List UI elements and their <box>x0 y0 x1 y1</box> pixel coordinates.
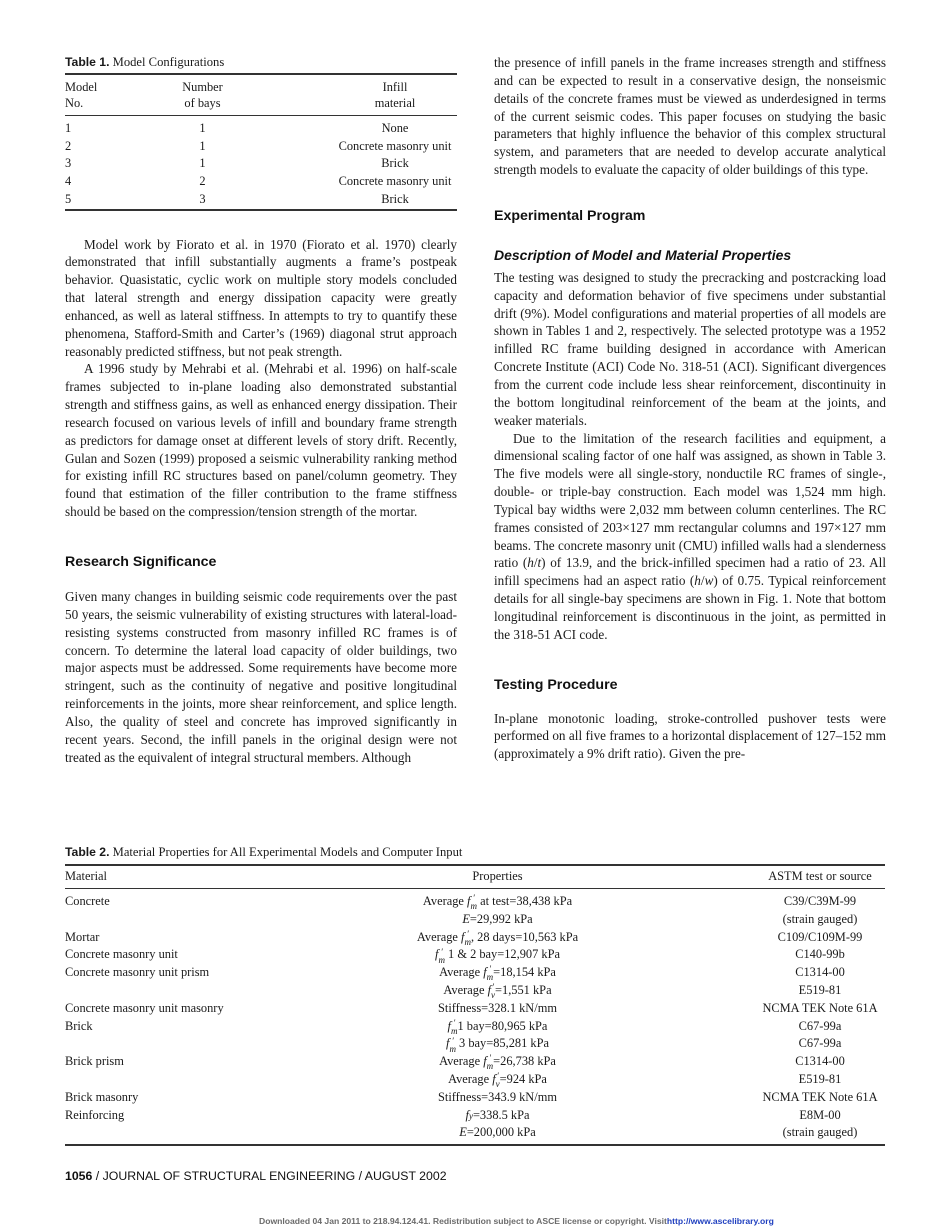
table2-header-properties: Properties <box>472 869 523 883</box>
left-column <box>65 54 457 766</box>
table-row <box>65 1071 885 1089</box>
table-row <box>65 1018 885 1036</box>
paragraph: In-plane monotonic loading, stroke-controlled pushover tests were performed on all five frames to a horizontal displacement of 127–152 mm (approximately a 9% drift ratio). Given the pre- <box>494 710 886 762</box>
material-name: Concrete masonry unit prism <box>65 965 210 980</box>
material-name <box>65 1124 325 1145</box>
paragraph: Model work by Fiorato et al. in 1970 (Fiorato et al. 1970) clearly demonstrated that infill substantially augments a frame’s postpeak behavior. Quasistatic, cyclic work on multiple story models concluded that lateral strength and energy dissipation capacity were greatly enhanced, as well as lateral stiffness. In attempts to try to quantify these phenomena, Stafford-Smith and Carter’s (1969) diagonal strut approach reasonably predicted stiffness, but not peak strength. <box>65 236 457 359</box>
table2-title: Material Properties for All Experimental Models and Computer Input <box>112 845 463 859</box>
download-text: Downloaded 04 Jan 2011 to 218.94.124.41. Redistribution subject to ASCE license or copyright. Visit <box>259 1216 667 1226</box>
number-of-bays: 3 <box>199 191 206 206</box>
table1-header-row <box>65 74 457 116</box>
table-row <box>65 116 457 138</box>
table-row <box>65 1089 885 1107</box>
material-property: Average f ′ m =26,738 kPa <box>439 1053 556 1072</box>
table-row <box>65 946 885 964</box>
astm-source: C109/C109M-99 <box>777 929 863 944</box>
table2-header-row <box>65 865 885 889</box>
astm-source: C67-99a <box>798 1018 842 1033</box>
material-property: f ′ m 1 & 2 bay=12,907 kPa <box>434 946 560 965</box>
material-property: f ′ m 1 bay=80,965 kPa <box>447 1017 548 1036</box>
paragraph: A 1996 study by Mehrabi et al. (Mehrabi et al. 1996) on half-scale frames subjected to in-plane loading also demonstrated substantial strength and stiffness gains, as well as enhanced energy dissipation. Their research focused on various levels of infill and boundary frame strength as predictors for damage onset at different levels of story drift. Recently, Gulan and Sozen (1999) proposed a seismic vulnerability ranking method for existing infill RC structures based on panel/column geometry. They found that estimation of the filler contribution to the frame stiffness should be based on the compression/tension strength of the mortar. <box>65 361 457 520</box>
number-of-bays: 2 <box>199 174 206 189</box>
number-of-bays: 1 <box>199 156 206 171</box>
material-name: Concrete <box>65 894 110 908</box>
astm-source: (strain gauged) <box>782 911 858 926</box>
right-body-2 <box>494 269 886 644</box>
table-row <box>65 1000 885 1018</box>
table-row <box>65 191 457 210</box>
material-property: E=200,000 kPa <box>459 1125 536 1140</box>
model-no: 1 <box>65 121 72 135</box>
left-body <box>65 236 457 522</box>
material-name: Brick prism <box>65 1054 124 1069</box>
table2-label: Table 2. <box>65 845 110 859</box>
paragraph: Given many changes in building seismic code requirements over the past 50 years, the seismic vulnerability of existing structures with lateral-load-resisting systems constructed from masonry infilled RC frames is of concern. To determine the lateral load capacity of older buildings, two major aspects must be addressed. Some requirements have become more stringent, such as the continuity of negative and positive longitudinal reinforcements in the joints, more shear reinforcement, and splice length. Also, the quality of steel and concrete has improved significantly in recent years. Second, the infill panels in the original design were not treated as the equivalent of integral structural members. Although <box>65 589 457 765</box>
table1-label: Table 1. <box>65 55 110 69</box>
right-body-3 <box>494 710 886 764</box>
astm-source: C67-99a <box>798 1036 842 1051</box>
astm-source: NCMA TEK Note 61A <box>762 1089 878 1104</box>
astm-source: NCMA TEK Note 61A <box>762 1000 878 1015</box>
subsection-heading-description: Description of Model and Material Properties <box>494 246 792 263</box>
model-no: 4 <box>65 174 72 189</box>
material-property: Average f ′ m at test=38,438 kPa <box>422 893 573 912</box>
number-of-bays: 1 <box>199 138 206 153</box>
table2-header-material: Material <box>65 869 107 883</box>
material-property: Stiffness=328.1 kN/mm <box>438 1000 557 1015</box>
infill-material: Concrete masonry unit <box>338 174 452 189</box>
material-name: Concrete masonry unit masonry <box>65 1000 224 1015</box>
material-name: Brick <box>65 1018 93 1033</box>
table1-caption <box>65 54 457 70</box>
table-row <box>65 1124 885 1145</box>
page-footer <box>65 1169 447 1183</box>
table1-header-bays: Number of bays <box>182 80 223 110</box>
material-property: Average f ′ v =924 kPa <box>448 1071 547 1090</box>
section-heading-research-significance: Research Significance <box>65 554 217 571</box>
astm-source: C1314-00 <box>795 1054 845 1069</box>
model-no: 3 <box>65 156 72 171</box>
astm-source: E519-81 <box>798 982 842 997</box>
infill-material: Brick <box>381 191 409 206</box>
table-row <box>65 929 885 947</box>
astm-source: C140-99b <box>795 947 845 962</box>
material-name <box>65 911 325 929</box>
table1-title: Model Configurations <box>112 55 225 69</box>
table2 <box>65 864 885 1146</box>
material-name: Brick masonry <box>65 1089 139 1104</box>
model-no: 2 <box>65 138 72 153</box>
table-row <box>65 964 885 982</box>
astm-source: E519-81 <box>798 1071 842 1086</box>
material-property: E=29,992 kPa <box>462 911 533 926</box>
table1-header-model: Model No. <box>65 80 98 110</box>
material-property: Average f ′ m , 28 days=10,563 kPa <box>416 928 579 947</box>
infill-material: Brick <box>381 156 409 171</box>
material-name <box>65 982 325 1000</box>
material-property: Stiffness=343.9 kN/mm <box>438 1089 557 1104</box>
astm-source: C39/C39M-99 <box>783 894 857 908</box>
astm-source: C1314-00 <box>795 965 845 980</box>
material-property: f ′ m 3 bay=85,281 kPa <box>446 1035 549 1054</box>
table1-header-infill: Infill material <box>374 80 416 110</box>
table-row <box>65 138 457 156</box>
material-name: Concrete masonry unit <box>65 947 178 962</box>
table-row <box>65 155 457 173</box>
material-property: f y =338.5 kPa <box>465 1107 530 1122</box>
left-body-2 <box>65 588 457 766</box>
right-column <box>494 54 886 763</box>
material-property: Average f ′ m =18,154 kPa <box>439 964 556 983</box>
model-no: 5 <box>65 191 72 206</box>
section-heading-experimental-program: Experimental Program <box>494 207 646 224</box>
material-name <box>65 1035 325 1053</box>
table2-container <box>65 844 885 1146</box>
table-row <box>65 1053 885 1071</box>
paragraph: Due to the limitation of the research facilities and equipment, a dimensional scaling factor of one half was assigned, as shown in Table 3. The five models were all single-story, nonductile RC frames of single-, double- or triple-bay construction. Each model was 1,524 mm high. Typical bay widths were 2,032 mm between column centerlines. The RC frames consisted of 203×127 mm rectangular columns and 197×127 mm beams. The concrete masonry unit (CMU) infilled walls had a slenderness ratio (h/t) of 13.9, and the brick-infilled specimen had a ratio of 23. All infill specimens had an aspect ratio (h/w) of 0.75. Typical reinforcement details for all single-bay specimens are shown in Fig. 1. Note that bottom longitudinal reinforcement is discontinuous in the joint, as permitted in the 318-51 ACI code. <box>494 430 886 642</box>
page-number: 1056 <box>65 1169 93 1183</box>
journal-info: / JOURNAL OF STRUCTURAL ENGINEERING / AUGUST 2002 <box>92 1169 447 1183</box>
table-row <box>65 1107 885 1125</box>
paragraph: The testing was designed to study the precracking and postcracking load capacity and deformation behavior of five specimens under substantial drift (9%). Model configurations and material properties of all models are shown in Tables 1 and 2, respectively. The selected prototype was a 1952 infilled RC frame building designed in accordance with American Concrete Institute (ACI) Code No. 318-51 (ACI). Significant divergences from the current code include less shear reinforcement, discontinuity in the bottom longitudinal reinforcement of the beam at the joints, and weaker materials. <box>494 269 886 428</box>
section-heading-testing-procedure: Testing Procedure <box>494 676 618 693</box>
table-row <box>65 173 457 191</box>
table-row <box>65 1035 885 1053</box>
infill-material: Concrete masonry unit <box>338 138 452 153</box>
infill-material: None <box>381 121 409 135</box>
astm-source: (strain gauged) <box>782 1125 858 1140</box>
table-row <box>65 911 885 929</box>
table-row <box>65 889 885 911</box>
astm-source: E8M-00 <box>799 1107 841 1122</box>
material-name: Reinforcing <box>65 1107 125 1122</box>
table-row <box>65 982 885 1000</box>
number-of-bays: 1 <box>199 121 206 135</box>
table1 <box>65 73 457 211</box>
download-notice <box>259 1216 774 1226</box>
paragraph: the presence of infill panels in the frame increases strength and stiffness and can be expected to result in a conservative design, the nonseismic details of the concrete frames must be viewed as underdesigned in terms of the current seismic codes. This paper focuses on studying the basic parameters that highly influence the behavior of this complex structural system, and parameters that are needed to develop accurate analytical strength models to evaluate the capacity of older buildings of this type. <box>494 55 886 178</box>
asce-library-link[interactable]: http://www.ascelibrary.org <box>666 1216 774 1226</box>
right-body <box>494 54 886 179</box>
table2-header-source: ASTM test or source <box>768 869 872 883</box>
material-property: Average f ′ v =1,551 kPa <box>443 982 552 1001</box>
material-name: Mortar <box>65 929 100 944</box>
material-name <box>65 1071 325 1089</box>
table2-caption <box>65 844 885 860</box>
